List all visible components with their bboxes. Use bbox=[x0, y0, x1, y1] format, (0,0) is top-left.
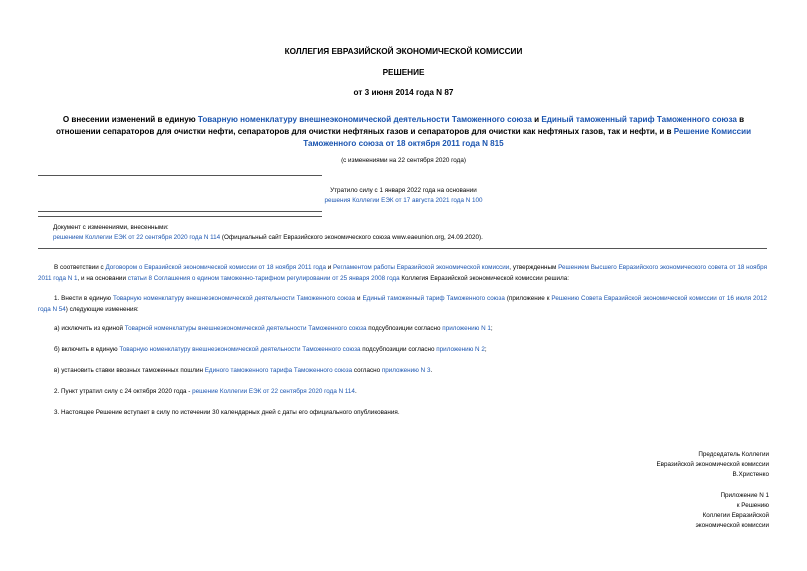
preamble-text: , утвержденным bbox=[509, 264, 559, 271]
title-link-tnved[interactable]: Товарную номенклатуру внешнеэкономической деятельности Таможенного союза bbox=[197, 115, 532, 124]
link-tnved[interactable]: Товарную номенклатуру внешнеэкономической деятельности Таможенного союза bbox=[112, 295, 356, 302]
decision-heading: РЕШЕНИЕ bbox=[382, 68, 425, 77]
item-3-paragraph: 3. Настоящее Решение вступает в силу по истечении 30 календарных дней с даты его официального опубликования. bbox=[54, 409, 400, 416]
title-link-ett[interactable]: Единый таможенный тариф Таможенного союза bbox=[541, 115, 737, 124]
item-1-text: 1. Внести в единую bbox=[54, 295, 113, 302]
amended-note: (с изменениями на 22 сентября 2020 года) bbox=[341, 157, 466, 164]
item-1-text: ) следующие изменения: bbox=[65, 306, 139, 313]
link-ett[interactable]: Единый таможенный тариф Таможенного союза bbox=[362, 295, 505, 302]
item-2-text: . bbox=[354, 388, 357, 395]
item-a-paragraph bbox=[54, 323, 493, 334]
link-appendix-2[interactable]: приложению N 2 bbox=[436, 346, 485, 353]
title-link-decision-815[interactable]: Решение Комиссии Таможенного союза от 18 октября 2011 года N 815 bbox=[303, 127, 752, 148]
signature-position: Председатель Коллегии bbox=[698, 451, 769, 458]
signature-block bbox=[656, 450, 769, 480]
divider bbox=[38, 216, 322, 217]
changes-doc-suffix: (Официальный сайт Евразийского экономического союза www.eaeunion.org, 24.09.2020). bbox=[220, 234, 483, 241]
changes-doc-link[interactable]: решением Коллегии ЕЭК от 22 сентября 2020 года N 114 bbox=[53, 234, 221, 241]
appendix-ref: Коллегии Евразийской bbox=[702, 512, 769, 519]
appendix-ref: экономической комиссии bbox=[695, 522, 769, 529]
signature-name: В.Христенко bbox=[732, 471, 769, 478]
item-v-text: в) установить ставки ввозных таможенных пошлин bbox=[54, 367, 205, 374]
title-text-3: в отношении сепараторов для очистки нефти, сепараторов для очистки нефтяных газов и сепараторов для очистки как нефтяных газов, так и нефти, и в bbox=[55, 115, 745, 136]
link-supreme-council-decision[interactable]: Решением Высшего Евразийского экономического совета от 18 ноября 2011 года N 1 bbox=[38, 264, 767, 282]
item-1-text: (приложение к bbox=[504, 295, 552, 302]
item-1-paragraph bbox=[38, 293, 767, 315]
expiry-link-row bbox=[0, 196, 807, 206]
link-agreement-article-8[interactable]: статьи 8 Соглашения о едином таможенно-тарифном регулировании от 25 января 2008 года bbox=[127, 275, 400, 282]
item-a-text: а) исключить из единой bbox=[54, 325, 125, 332]
item-b-paragraph bbox=[54, 344, 487, 355]
appendix-number: Приложение N 1 bbox=[720, 492, 769, 499]
link-council-decision-54[interactable]: Решению Совета Евразийской экономической комиссии от 16 июля 2012 года N 54 bbox=[38, 295, 767, 313]
link-appendix-1[interactable]: приложению N 1 bbox=[442, 325, 491, 332]
decision-date: от 3 июня 2014 года N 87 bbox=[353, 88, 454, 97]
item-a-text: подсубпозиции согласно bbox=[366, 325, 443, 332]
item-b-text: подсубпозиции согласно bbox=[360, 346, 437, 353]
expiry-link[interactable]: решения Коллегии ЕЭК от 17 августа 2021 года N 100 bbox=[324, 197, 483, 204]
item-b-text: б) включить в единую bbox=[54, 346, 120, 353]
link-decision-114[interactable]: решение Коллегии ЕЭК от 22 сентября 2020 года N 114 bbox=[192, 388, 355, 395]
title-text-1: О внесении изменений в единую bbox=[62, 115, 198, 124]
link-tnved[interactable]: Товарной номенклатуры внешнеэкономической деятельности Таможенного союза bbox=[124, 325, 367, 332]
link-ett[interactable]: Единого таможенного тарифа Таможенного союза bbox=[204, 367, 353, 374]
link-eec-regulations[interactable]: Регламентом работы Евразийской экономической комиссии bbox=[333, 264, 510, 271]
document-title bbox=[40, 114, 767, 150]
preamble-text: , и на основании bbox=[77, 275, 128, 282]
expiry-note: Утратило силу с 1 января 2022 года на основании bbox=[330, 187, 477, 194]
preamble-text: и bbox=[325, 264, 334, 271]
preamble-text: В соответствии с bbox=[54, 264, 106, 271]
item-1-text: и bbox=[355, 295, 363, 302]
appendix-heading bbox=[696, 491, 769, 531]
link-treaty-eec[interactable]: Договором о Евразийской экономической комиссии от 18 ноября 2011 года bbox=[105, 264, 326, 271]
link-appendix-3[interactable]: приложению N 3 bbox=[381, 367, 431, 374]
changes-doc-label: Документ с изменениями, внесенными: bbox=[53, 224, 169, 231]
appendix-ref: к Решению bbox=[736, 502, 769, 509]
item-2-text: 2. Пункт утратил силу с 24 октября 2020 года - bbox=[54, 388, 193, 395]
item-v-paragraph bbox=[54, 365, 432, 376]
divider bbox=[38, 248, 767, 249]
item-a-text: ; bbox=[490, 325, 493, 332]
title-text-2: и bbox=[531, 115, 542, 124]
item-v-text: согласно bbox=[352, 367, 382, 374]
org-heading: КОЛЛЕГИЯ ЕВРАЗИЙСКОЙ ЭКОНОМИЧЕСКОЙ КОМИССИИ bbox=[284, 47, 523, 56]
item-2-paragraph bbox=[54, 386, 357, 397]
item-v-text: . bbox=[430, 367, 433, 374]
divider bbox=[38, 211, 322, 212]
divider bbox=[38, 175, 322, 176]
signature-organization: Евразийской экономической комиссии bbox=[656, 461, 769, 468]
changes-doc-row bbox=[53, 233, 483, 243]
link-tnved[interactable]: Товарную номенклатуру внешнеэкономической деятельности Таможенного союза bbox=[119, 346, 361, 353]
item-b-text: ; bbox=[484, 346, 487, 353]
preamble-text: Коллегия Евразийской экономической комиссии решила: bbox=[399, 275, 570, 282]
preamble-paragraph bbox=[38, 262, 767, 284]
